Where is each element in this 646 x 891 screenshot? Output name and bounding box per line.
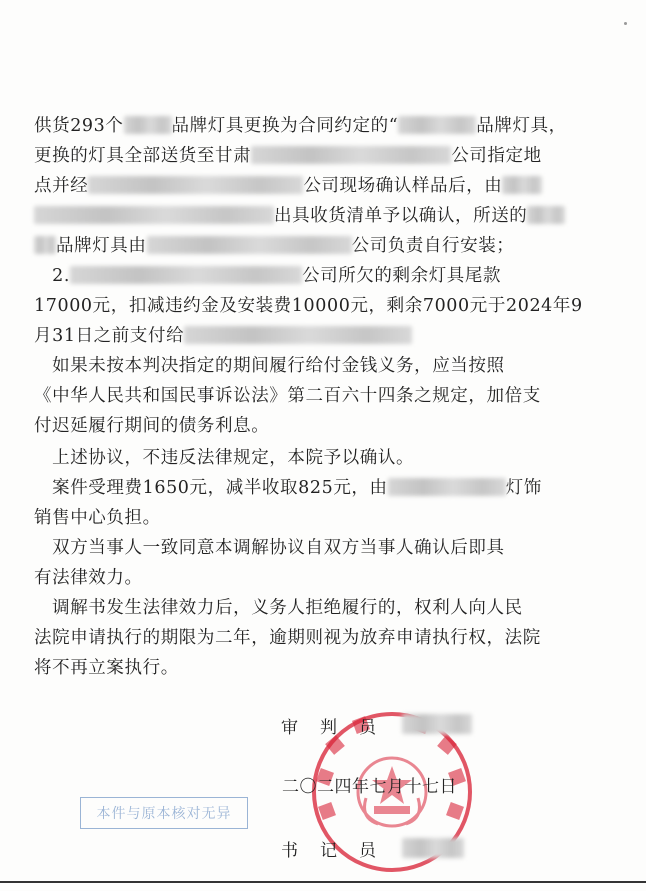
body-line-8: 月31日之前支付给: [34, 325, 412, 347]
redaction: [124, 116, 172, 134]
document-date: 二〇二四年七月十七日: [282, 777, 457, 797]
clerk-name-redaction: [402, 838, 464, 858]
body-line-2: 更换的灯具全部送货至甘肃 公司指定地: [34, 146, 542, 166]
clerk-label: 书记员: [281, 841, 398, 861]
body-line-6: 2. 公司所欠的剩余灯具尾款: [34, 266, 502, 286]
page-bottom-edge: [0, 881, 646, 883]
redaction: [398, 116, 476, 134]
redaction: [70, 266, 302, 284]
judge-label: 审判员: [281, 718, 398, 738]
redaction: [251, 146, 451, 164]
redaction: [88, 176, 303, 194]
body-line-16: 有法律效力。: [34, 568, 143, 588]
scan-speck: [624, 22, 627, 25]
body-line-14: 销售中心负担。: [34, 508, 161, 528]
body-line-5: 品牌灯具由 公司负责自行安装；: [34, 235, 514, 257]
redaction: [388, 478, 506, 496]
body-line-9: 如果未按本判决指定的期间履行给付金钱义务，应当按照: [34, 356, 505, 376]
body-line-4: 出具收货清单予以确认，所送的: [34, 205, 565, 227]
body-line-17: 调解书发生法律效力后，义务人拒绝履行的，权利人向人民: [34, 598, 523, 618]
body-line-1: 供货293个 品牌灯具更换为合同约定的“ 品牌灯具，: [34, 116, 567, 136]
body-line-19: 将不再立案执行。: [34, 658, 179, 678]
body-line-13: 案件受理费1650元，减半收取825元，由 灯饰: [34, 478, 542, 498]
verification-stamp: 本件与原本核对无异: [80, 797, 248, 829]
body-line-18: 法院申请执行的期限为二年，逾期则视为放弃申请执行权，法院: [34, 628, 541, 648]
judge-name-redaction: [402, 714, 472, 734]
body-line-15: 双方当事人一致同意本调解协议自双方当事人确认后即具: [34, 538, 505, 558]
body-line-11: 付迟延履行期间的债务利息。: [34, 416, 270, 436]
redaction: [527, 206, 565, 224]
redaction: [184, 326, 412, 344]
body-line-7: 17000元，扣减违约金及安装费10000元，剩余7000元于2024年9: [34, 296, 583, 316]
redaction: [34, 236, 56, 254]
redaction: [34, 206, 274, 224]
body-line-3: 点并经 公司现场确认样品后，由: [34, 175, 542, 197]
body-line-12: 上述协议，不违反法律规定，本院予以确认。: [34, 448, 415, 468]
redaction: [502, 176, 542, 194]
body-line-10: 《中华人民共和国民事诉讼法》第二百六十四条之规定，加倍支: [34, 386, 541, 406]
redaction: [147, 236, 352, 254]
